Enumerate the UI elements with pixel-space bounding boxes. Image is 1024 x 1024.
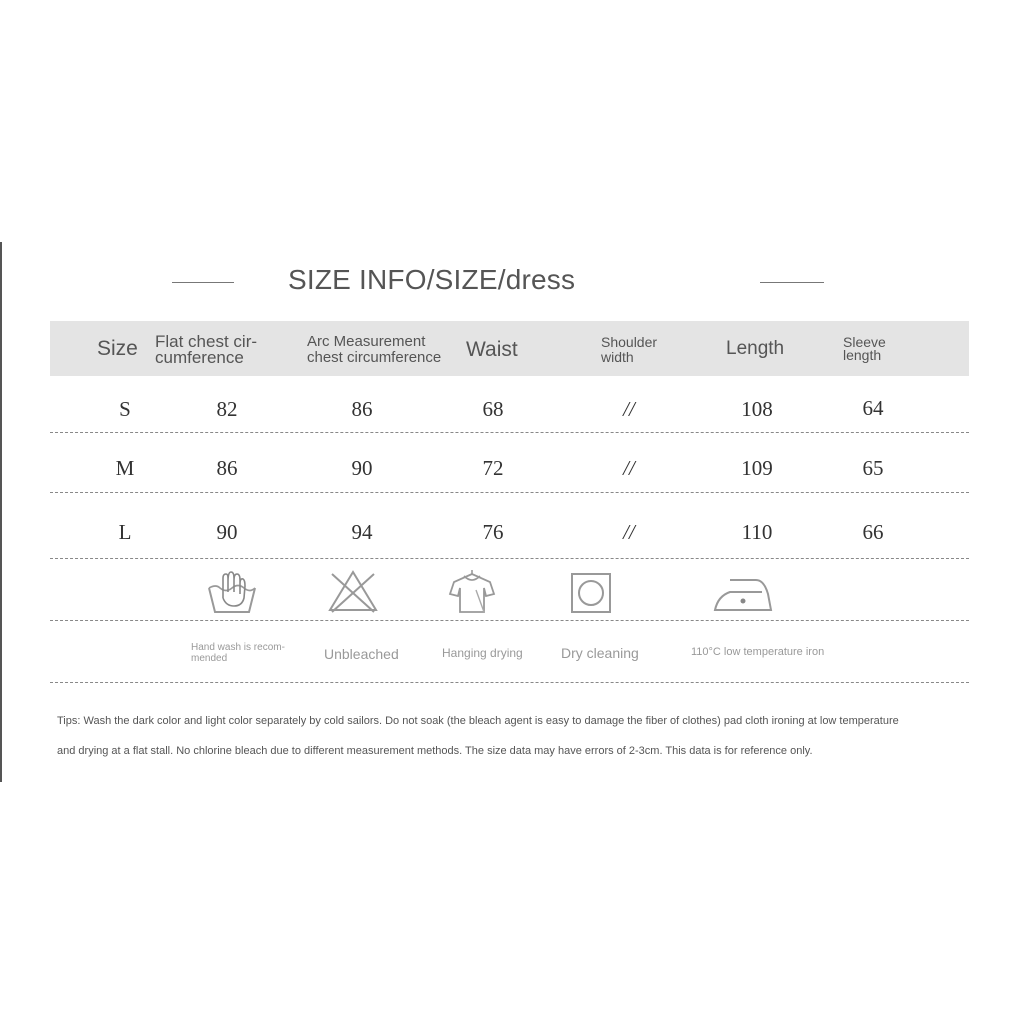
tips-line-2: and drying at a flat stall. No chlorine bleach due to different measurement methods. The size data may have errors of 2-3cm. This data is for reference only. xyxy=(57,745,813,757)
page-title: SIZE INFO/SIZE/dress xyxy=(288,264,576,295)
dry-clean-icon xyxy=(569,571,613,615)
title-rule-right xyxy=(760,282,824,283)
left-border xyxy=(0,242,2,782)
header-waist: Waist xyxy=(466,338,518,361)
title-rule-left xyxy=(172,282,234,283)
row-divider xyxy=(50,492,969,493)
cell-shoulder-l: // xyxy=(623,520,635,544)
cell-waist-s: 68 xyxy=(482,397,504,421)
header-size: Size xyxy=(97,337,138,360)
header-length: Length xyxy=(726,338,785,359)
cell-size-s: S xyxy=(119,397,131,421)
title-area xyxy=(0,258,1024,306)
cell-arc-l: 94 xyxy=(351,520,373,544)
hanging-dry-icon xyxy=(446,568,498,616)
row-divider xyxy=(50,558,969,559)
care-label-low-iron: 110°C low temperature iron xyxy=(691,646,825,658)
care-label-dry-clean: Dry cleaning xyxy=(561,645,639,661)
no-bleach-icon xyxy=(326,568,380,614)
cell-shoulder-s: // xyxy=(623,397,635,421)
cell-waist-m: 72 xyxy=(482,456,504,480)
cell-arc-m: 90 xyxy=(351,456,373,480)
cell-length-m: 109 xyxy=(741,456,773,480)
cell-sleeve-s: 64 xyxy=(862,396,884,420)
low-iron-icon xyxy=(712,574,774,614)
tips-line-1: Tips: Wash the dark color and light color separately by cold sailors. Do not soak (the bleach agent is easy to damage the fiber of clothes) pad cloth ironing at low temperature xyxy=(57,715,899,727)
cell-sleeve-l: 66 xyxy=(862,520,884,544)
row-divider xyxy=(50,620,969,621)
cell-flat-chest-l: 90 xyxy=(216,520,238,544)
cell-flat-chest-m: 86 xyxy=(216,456,238,480)
hand-wash-icon xyxy=(206,568,258,616)
header-flat-chest: Flat chest cir-cumference xyxy=(155,332,258,367)
cell-length-l: 110 xyxy=(741,520,773,544)
cell-size-l: L xyxy=(118,520,132,544)
cell-arc-s: 86 xyxy=(351,397,373,421)
row-divider xyxy=(50,432,969,433)
header-arc-chest: Arc Measurement chest circumference xyxy=(307,333,442,366)
cell-length-s: 108 xyxy=(741,397,773,421)
cell-size-m: M xyxy=(115,456,135,480)
care-label-hanging-dry: Hanging drying xyxy=(442,646,523,660)
header-sleeve: Sleeve length xyxy=(843,334,886,363)
care-label-hand-wash: Hand wash is recom-mended xyxy=(191,642,285,664)
cell-flat-chest-s: 82 xyxy=(216,397,238,421)
cell-sleeve-m: 65 xyxy=(862,456,884,480)
cell-waist-l: 76 xyxy=(482,520,504,544)
header-shoulder: Shoulder width xyxy=(601,334,658,365)
cell-shoulder-m: // xyxy=(623,456,635,480)
row-divider xyxy=(50,682,969,683)
care-label-no-bleach: Unbleached xyxy=(324,646,399,662)
